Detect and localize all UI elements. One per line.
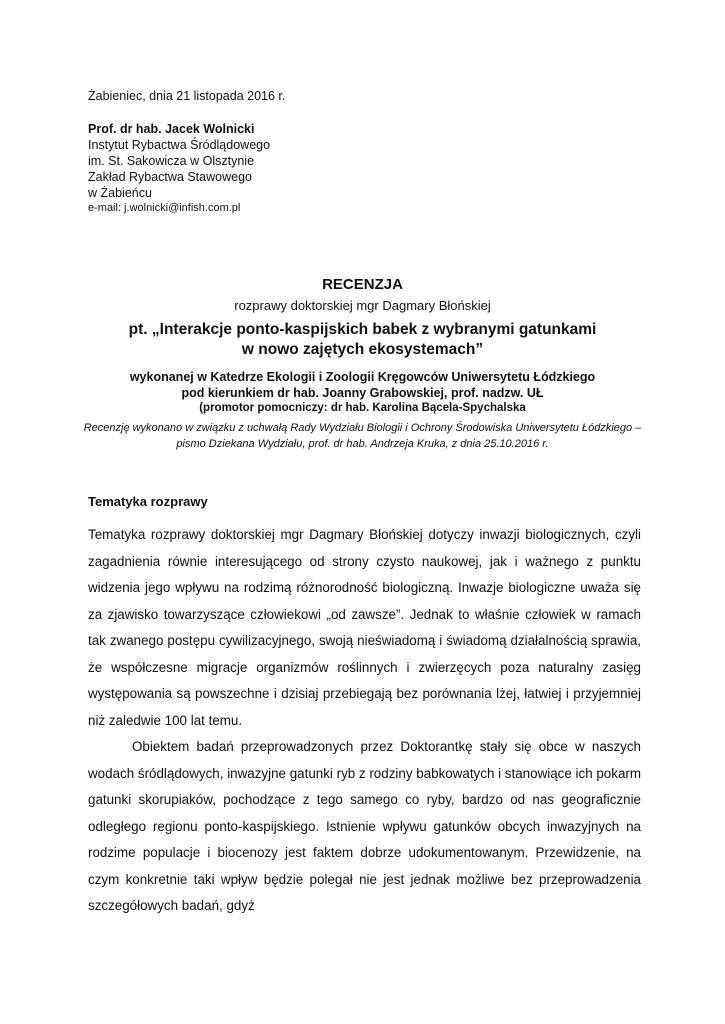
affiliation-line: Instytut Rybactwa Śródlądowego [88, 138, 271, 152]
paragraph: Obiektem badań przeprowadzonych przez Doktorantkę stały się obce w naszych wodach śródlądowych, inwazyjne gatunki ryb z rodziny babkowatych i stanowiące ich pokarm gatunki skorupiaków, pochodzące z tego samego co ryby, bardzo od nas geograficznie odległego regionu ponto-kaspijskiego. Istnienie wpływu gatunków obcych inwazyjnych na rodzime populacje i biocenozy jest faktem dobrze udokumentowanym. Przewidzenie, na czym konkretnie taki wpływ będzie polegał nie jest jednak możliwe bez przeprowadzenia szczegółowych badań, gdyż [88, 739, 642, 913]
body-text [88, 522, 641, 920]
review-note-line1: Recenzję wykonano w związku z uchwałą Rady Wydziału Biologii i Ochrony Środowiska Uniwersytetu Łódzkiego – [83, 422, 642, 434]
author-email: e-mail: j.wolnicki@infish.com.pl [88, 202, 241, 214]
review-heading: RECENZJA [322, 276, 403, 293]
affiliation-line: im. St. Sakowicza w Olsztynie [88, 154, 255, 168]
section-heading: Tematyka rozprawy [88, 494, 208, 509]
review-note-line2: pismo Dziekana Wydziału, prof. dr hab. Andrzeja Kruka, z dnia 25.10.2016 r. [176, 438, 549, 450]
paragraph: Tematyka rozprawy doktorskiej mgr Dagmary Błońskiej dotyczy inwazji biologicznych, czyli zagadnienia równie interesującego od strony czysto naukowej, jak i ważnego z punktu widzenia jego wpływu na rodzimą różnorodność biologiczną. Inwazje biologiczne uważa się za zjawisko towarzyszące człowiekowi „od zawsze”. Jednak to właśnie człowiek w ramach tak zwanego postępu cywilizacyjnego, swoją nieświadomą i świadomą działalnością sprawia, że współczesne migracje organizmów roślinnych i zwierzęcych poza naturalny zasięg występowania są powszechne i dzisiaj przebiegają bez porównania lżej, łatwiej i przyjemniej niż zaledwie 100 lat temu. [88, 527, 641, 728]
place-date: Żabieniec, dnia 21 listopada 2016 r. [88, 89, 286, 103]
performed-at: wykonanej w Katedrze Ekologii i Zoologii Kręgowców Uniwersytetu Łódzkiego [129, 370, 596, 384]
co-supervisor: (promotor pomocniczy: dr hab. Karolina Bącela-Spychalska [199, 402, 526, 414]
affiliation-line: Zakład Rybactwa Stawowego [88, 170, 252, 184]
review-subtitle: rozprawy doktorskiej mgr Dagmary Błońskiej [234, 298, 491, 313]
author-name: Prof. dr hab. Jacek Wolnicki [88, 122, 255, 136]
dissertation-title-line1: pt. „Interakcje ponto-kaspijskich babek z wybranymi gatunkami [128, 321, 597, 338]
dissertation-title-line2: w nowo zajętych ekosystemach” [241, 341, 484, 358]
affiliation-line: w Żabieńcu [88, 186, 152, 200]
supervisor: pod kierunkiem dr hab. Joanny Grabowskiej, prof. nadzw. UŁ [181, 386, 544, 400]
